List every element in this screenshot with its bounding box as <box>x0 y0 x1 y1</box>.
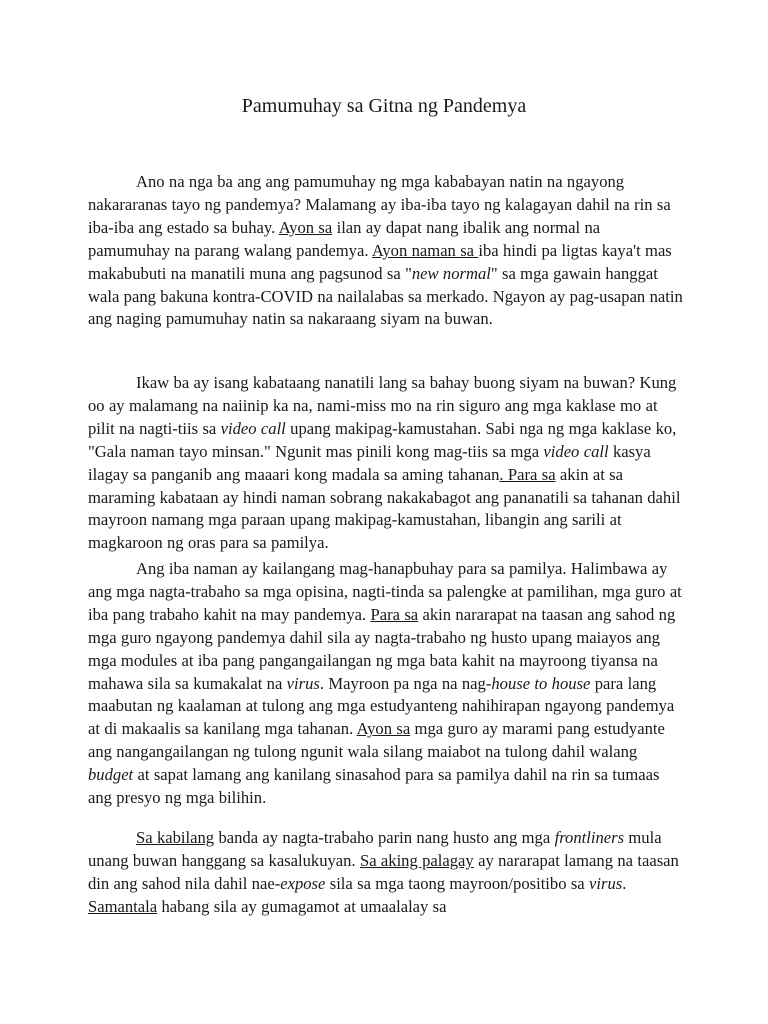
text-run: Ikaw ba ay isang kabataang nanatili lang sa bahay buong siyam na buwan? Kung oo ay malamang na naiinip ka na, nami-miss mo na rin siguro ang mga kaklase mo at pilit na nagti-tiis sa <box>88 373 677 438</box>
underlined-phrase: Ayon naman sa <box>371 240 479 260</box>
text-run: akin at sa maraming kabataan ay hindi naman sobrang nakakabagot ang pananatili sa tahanan dahil mayroon namang mga paraan upang makipag-kamustahan, libangin ang sarili at magkaroon ng oras para sa pamilya. <box>88 464 681 553</box>
underlined-phrase: Samantala <box>88 896 158 916</box>
paragraph-3 <box>88 558 684 810</box>
text-run: mula unang buwan hanggang sa kasalukuyan. <box>88 828 662 870</box>
text-run: habang sila ay gumagamot at umaalalay sa <box>157 896 447 916</box>
underlined-phrase: Sa kabilang <box>136 828 215 847</box>
text-run: iba hindi pa ligtas kaya't mas makabubuti na manatili muna ang pagsunod sa " <box>88 240 672 283</box>
underlined-phrase: Ayon sa <box>356 719 411 739</box>
paragraph-1 <box>88 171 684 331</box>
italic-term: video call <box>220 418 286 438</box>
underlined-phrase: Ayon sa <box>278 217 333 237</box>
underlined-phrase: Sa aking palagay <box>359 850 474 870</box>
document-title: Pamumuhay sa Gitna ng Pandemya <box>241 95 527 117</box>
text-run: Ano na nga ba ang ang pamumuhay ng mga kababayan natin na ngayong nakararanas tayo ng pandemya? Malamang ay iba-iba tayo ng kalagayan dahil na rin sa iba-iba ang estado sa buhay. <box>88 172 671 237</box>
italic-term: virus <box>589 873 623 893</box>
text-run: sila sa mga taong mayroon/positibo sa <box>325 873 590 893</box>
text-run: . <box>622 873 627 893</box>
text-run: " sa mga gawain hanggat wala pang bakuna kontra-COVID na nailalabas sa merkado. Ngayon ay pag-usapan natin ang naging pamumuhay natin sa nakaraang siyam na buwan. <box>88 263 683 329</box>
paragraph-4 <box>88 827 684 919</box>
italic-term: expose <box>280 873 326 893</box>
text-run: mga guro ay marami pang estudyante ang nangangailangan ng tulong ngunit wala silang maiabot na tulong dahil walang <box>88 719 665 762</box>
text-run: kasya ilagay sa panganib ang maaari kong madala sa aming tahanan <box>88 441 651 484</box>
italic-term: virus <box>286 673 320 693</box>
text-run: . Mayroon pa nga na nag- <box>319 673 492 693</box>
underlined-phrase: Para sa <box>370 604 419 624</box>
text-run: para lang maabutan ng kaalaman at tulong ang mga estudyanteng nahihirapan ngayong pandemya at di makaalis sa kanilang mga tahanan. <box>88 673 675 739</box>
text-run: akin nararapat na taasan ang sahod ng mga guro ngayong pandemya dahil sila ay nagta-trabaho ng husto upang maiayos ang mga modules at iba pang pangangailangan ng mga bata kahit na mayroong tiyansa na mahawa sila sa kumakalat na <box>88 604 676 693</box>
italic-term: new normal <box>411 263 491 283</box>
text-run: ilan ay dapat nang ibalik ang normal na pamumuhay na parang walang pandemya. <box>88 217 601 260</box>
text-run: banda ay nagta-trabaho parin nang husto ang mga <box>214 828 555 847</box>
text-run: Ang iba naman ay kailangang mag-hanapbuhay para sa pamilya. Halimbawa ay ang mga nagta-trabaho sa mga opisina, nagti-tinda sa palengke at pamilihan, mga guro at iba pang trabaho kahit na may pandemya. <box>88 559 682 624</box>
underlined-phrase: . Para sa <box>499 464 556 484</box>
text-run: ay nararapat lamang na taasan din ang sahod nila dahil nae- <box>88 850 679 893</box>
italic-term: video call <box>543 441 609 461</box>
paragraph-2 <box>88 372 684 555</box>
italic-term: budget <box>88 765 134 785</box>
text-run: upang makipag-kamustahan. Sabi nga ng mga kaklase ko, "Gala naman tayo minsan." Ngunit mas pinili kong mag-tiis sa mga <box>88 418 677 461</box>
italic-term: house to house <box>491 673 591 693</box>
italic-term: frontliners <box>554 828 625 847</box>
text-run: at sapat lamang ang kanilang sinasahod para sa pamilya dahil na rin sa tumaas ang presyo ng mga bilihin. <box>88 765 660 808</box>
